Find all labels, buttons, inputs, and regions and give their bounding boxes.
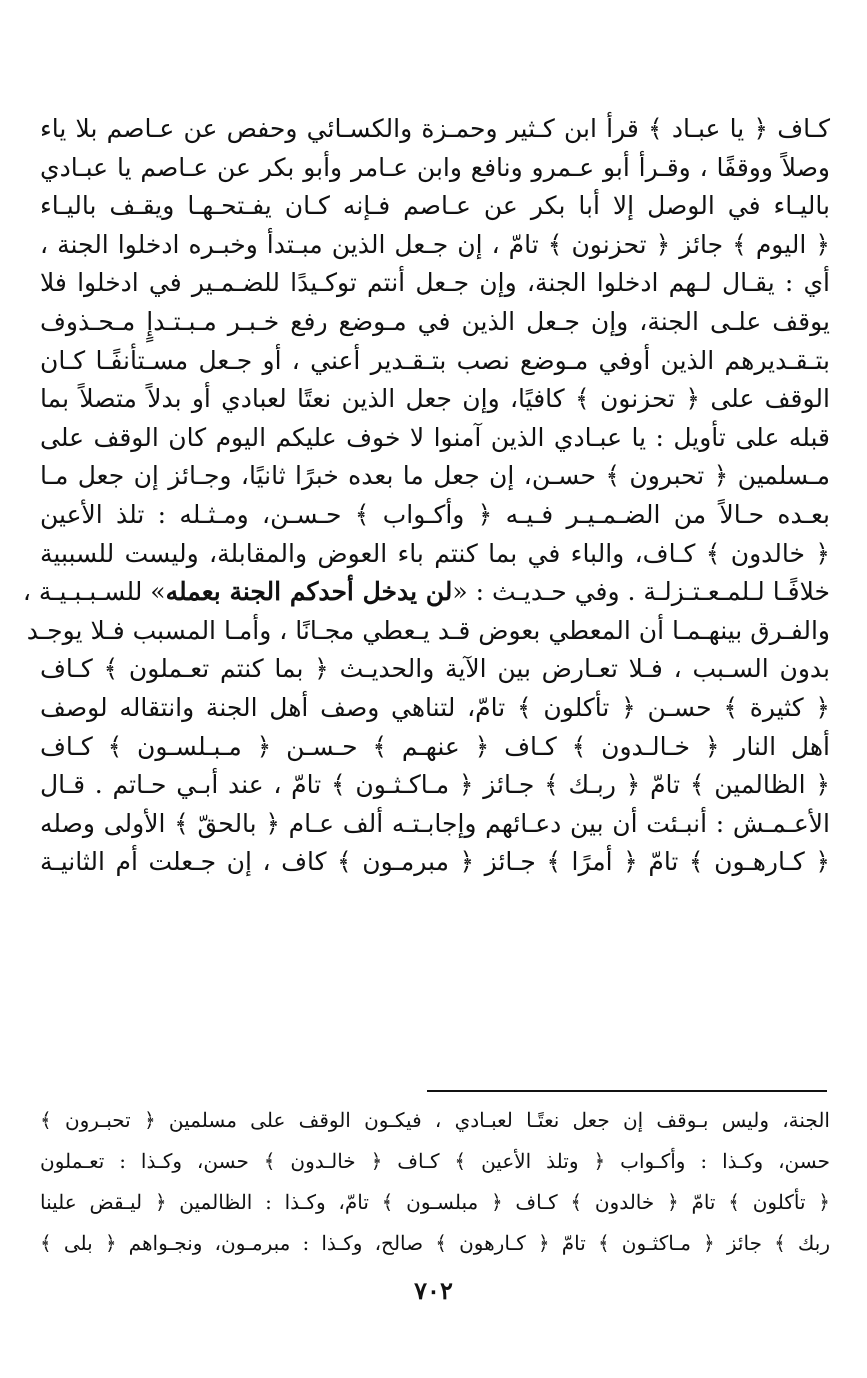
main-line-2: وصلاً ووقفًا ، وقـرأ أبو عـمرو ونافع وابن عـامر وأبو بكر عن عـاصم يا عبـادي [40,152,830,182]
main-line-14: والفـرق بينهـمـا أن المعطي بعوض قـد يـعطي مجـانًا ، وأمـا المسبب فـلا يوجـد [26,615,830,645]
footnote-line-2: حسن، وكـذا : وأكـواب ﴿ وتلذ الأعين ﴾ كـاف ﴿ خالـدون ﴾ حسن، وكـذا : تعـملون [40,1149,830,1173]
main-line-10: مـسلمين ﴿ تحبرون ﴾ حسـن، إن جعل ما بعده خبرًا ثانيًا، وجـائز إن جعل مـا [40,461,830,491]
hadith-quote: لن يدخل أحدكم الجنة بعمله [165,577,453,607]
main-line-18: ﴿ الظالمين ﴾ تامّ ﴿ ربـك ﴾ جـائز ﴿ مـاكـثـون ﴾ تامّ ، عند أبـي حـاتم . قـال [40,770,830,800]
main-line-6: يوقف علـى الجنة، وإن جـعل الذين في مـوضع رفع خـبـر مـبـتـدإٍ مـحـذوف [40,306,830,336]
main-line-8: الوقف على ﴿ تحزنون ﴾ كافيًا، وإن جعل الذين نعتًا لعبادي أو بدلاً متصلاً بما [40,384,830,414]
main-line-12: ﴿ خالدون ﴾ كـاف، والباء في بما كنتم باء العوض والمقابلة، وليست للسببية [40,538,830,568]
main-line-20: ﴿ كـارهـون ﴾ تامّ ﴿ أمرًا ﴾ جـائز ﴿ مبرمـون ﴾ كاف ، إن جـعلت أم الثانيـة [40,847,830,877]
footnote-separator [427,1090,827,1092]
main-line-4: ﴿ اليوم ﴾ جائز ﴿ تحزنون ﴾ تامّ ، إن جـعل الذين مبـتدأ وخبـره ادخلوا الجنة ، [40,229,830,259]
main-text [22,110,830,882]
main-line-5: أي : يقـال لـهم ادخلوا الجنة، وإن جـعل أنتم توكـيدًا للضـمـير في ادخلوا فلا [40,268,830,298]
main-line-11: بعـده حـالاً من الضـمـيـر فـيـه ﴿ وأكـواب ﴾ حـسـن، ومـثـله : تلذ الأعين [40,499,830,529]
main-line-19: الأعـمـش : أنبـئت أن بين دعـائهم وإجابـتـه ألف عـام ﴿ بالحقّ ﴾ الأولى وصله [40,808,830,838]
main-line-7: بتـقـديرهم الذين أوفي مـوضع نصب بتـقـدير أعني ، أو جـعل مسـتأنفًـا كـان [40,345,830,375]
main-line-3: باليـاء في الوصل إلا أبا بكر عن عـاصم فـإنه كـان يفـتحـهـا ويقـف باليـاء [40,191,830,221]
main-line-16: ﴿ كثيرة ﴾ حسـن ﴿ تأكلون ﴾ تامّ، لتناهي وصف أهل الجنة وانتقاله لوصف [40,692,830,722]
main-line-1: كـاف ﴿ يا عبـاد ﴾ قرأ ابن كـثير وحمـزة والكسـائي وحفص عن عـاصم بلا ياء [40,114,830,143]
main-line-13 [22,573,830,612]
line-13-start: خلافًـا لـلمـعـتـزلـة . وفي حـديـث : « [452,577,830,607]
main-line-9: قبله على تأويل : يا عبـادي الذين آمنوا لا خوف عليكم اليوم كان الوقف على [40,422,830,452]
main-line-15: بدون السـبب ، فـلا تعـارض بين الآية والحديـث ﴿ بما كنتم تعـملون ﴾ كـاف [40,654,830,684]
footnote-line-1: الجنة، وليس بـوقف إن جعل نعتًـا لعبـادي ، فيكـون الوقف على مسلمين ﴿ تحبـرون ﴾ [40,1108,830,1132]
footnotes [40,1100,830,1264]
footnote-line-3: ﴿ تأكلون ﴾ تامّ ﴿ خالدون ﴾ كـاف ﴿ مبلسـون ﴾ تامّ، وكـذا : الظالمين ﴿ ليـقض علينا [40,1190,830,1214]
footnote-line-4: ربك ﴾ جائز ﴿ مـاكثـون ﴾ تامّ ﴿ كـارهون ﴾ صالح، وكـذا : مبرمـون، ونجـواهم ﴿ بلى ﴾ [40,1231,830,1255]
line-13-end: » للسـبـبـيـة ، [22,577,166,607]
page-number: ٧٠٢ [414,1276,453,1305]
main-line-17: أهل النار ﴿ خـالـدون ﴾ كـاف ﴿ عنهـم ﴾ حـسـن ﴿ مـبـلسـون ﴾ كـاف [40,731,830,761]
